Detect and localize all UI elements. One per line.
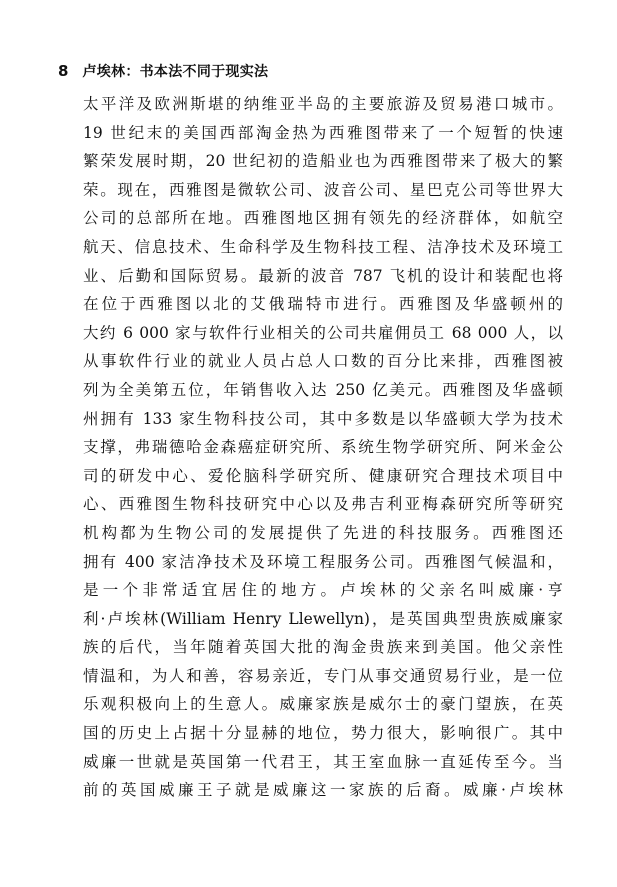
- text-line: 荣。现在，西雅图是微软公司、波音公司、星巴克公司等世界大: [83, 180, 563, 199]
- text-line: 心、西雅图生物科技研究中心以及弗吉利亚梅森研究所等研究: [83, 495, 563, 514]
- text-line: 公司的总部所在地。西雅图地区拥有领先的经济群体，如航空: [83, 209, 563, 228]
- chapter-title: 卢埃林：书本法不同于现实法: [82, 64, 269, 80]
- text-line: 从事软件行业的就业人员占总人口数的百分比来排，西雅图被: [83, 352, 563, 371]
- text-line: 拥有 400 家洁净技术及环境工程服务公司。西雅图气候温和，: [83, 552, 563, 571]
- page-number: 8: [58, 62, 69, 80]
- text-line: 业、后勤和国际贸易。最新的波音 787 飞机的设计和装配也将: [83, 266, 563, 285]
- text-line: 是一个非常适宜居住的地方。卢埃林的父亲名叫威廉·亨: [83, 581, 563, 600]
- text-line: 情温和，为人和善，容易亲近，专门从事交通贸易行业，是一位: [83, 666, 563, 685]
- text-line: 航天、信息技术、生命科学及生物科技工程、洁净技术及环境工: [83, 237, 563, 256]
- text-line: 国的历史上占据十分显赫的地位，势力很大，影响很广。其中: [83, 724, 563, 743]
- text-line: 列为全美第五位，年销售收入达 250 亿美元。西雅图及华盛顿: [83, 380, 563, 399]
- text-line: 繁荣发展时期，20 世纪初的造船业也为西雅图带来了极大的繁: [83, 152, 563, 171]
- text-line: 太平洋及欧洲斯堪的纳维亚半岛的主要旅游及贸易港口城市。: [83, 95, 563, 113]
- text-line: 在位于西雅图以北的艾俄瑞特市进行。西雅图及华盛顿州的: [83, 295, 563, 314]
- text-line: 支撑，弗瑞德哈金森癌症研究所、系统生物学研究所、阿米金公: [83, 438, 563, 457]
- body-text: [83, 90, 563, 805]
- text-line: 大约 6 000 家与软件行业相关的公司共雇佣员工 68 000 人，以: [83, 323, 563, 342]
- text-line: 司的研发中心、爱伦脑科学研究所、健康研究合理技术项目中: [83, 466, 563, 485]
- running-header: [58, 60, 268, 82]
- text-line: 族的后代，当年随着英国大批的淘金贵族来到美国。他父亲性: [83, 638, 563, 657]
- text-line: 州拥有 133 家生物科技公司，其中多数是以华盛顿大学为技术: [83, 409, 563, 428]
- text-line: 前的英国威廉王子就是威廉这一家族的后裔。威廉·卢埃林: [83, 781, 563, 800]
- text-line: 利·卢埃林(William Henry Llewellyn)，是英国典型贵族威廉家: [83, 609, 563, 628]
- text-line: 威廉一世就是英国第一代君王，其王室血脉一直延传至今。当: [83, 752, 563, 771]
- text-line: 19 世纪末的美国西部淘金热为西雅图带来了一个短暂的快速: [83, 123, 563, 142]
- text-line: 机构都为生物公司的发展提供了先进的科技服务。西雅图还: [83, 523, 563, 542]
- text-line: 乐观积极向上的生意人。威廉家族是威尔士的豪门望族，在英: [83, 695, 563, 714]
